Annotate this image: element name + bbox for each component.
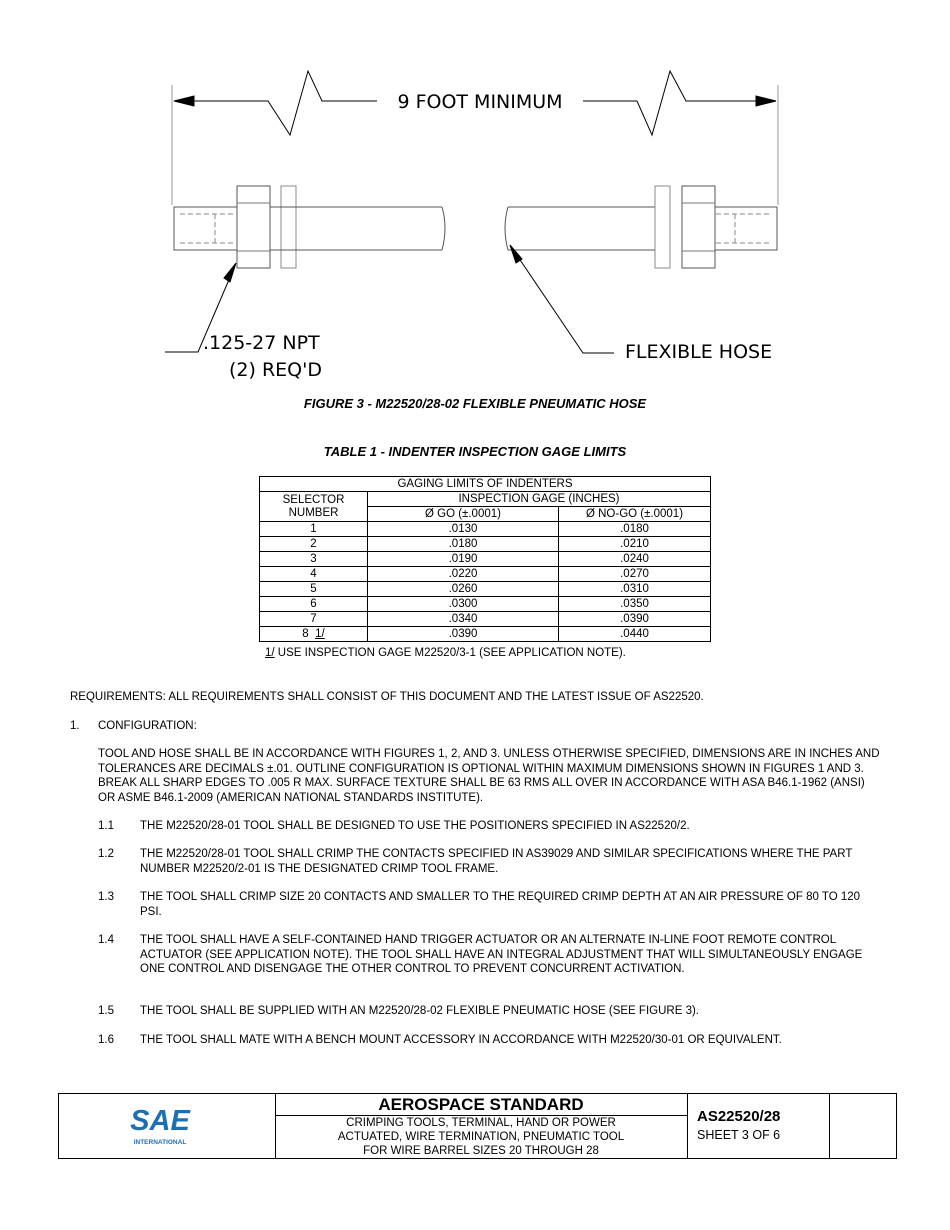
selector-header: SELECTOR NUMBER: [260, 492, 368, 522]
standard-title: AEROSPACE STANDARD: [275, 1094, 687, 1116]
inspection-header: INSPECTION GAGE (INCHES): [368, 492, 711, 507]
table-row: 2 .0180 .0210: [260, 537, 711, 552]
item-number: 1.1: [98, 820, 114, 832]
standard-subtitle: CRIMPING TOOLS, TERMINAL, HAND OR POWER ACTUATED, WIRE TERMINATION, PNEUMATIC TOOL FOR WIRE BARREL SIZES 20 THROUGH 28: [337, 1117, 625, 1157]
table-title: TABLE 1 - INDENTER INSPECTION GAGE LIMITS: [323, 444, 627, 459]
blank-cell: [829, 1094, 896, 1158]
figure-caption: FIGURE 3 - M22520/28-02 FLEXIBLE PNEUMATIC HOSE: [303, 396, 647, 411]
sheet-number: SHEET 3 OF 6: [697, 1128, 781, 1142]
item-text: THE TOOL SHALL HAVE A SELF-CONTAINED HAND TRIGGER ACTUATOR OR AN ALTERNATE IN-LINE FOOT REMOTE CONTROL ACTUATOR (SEE APPLICATION NOTE). THE TOOL SHALL HAVE AN INTEGRAL ADJUSTMENT THAT WILL SIMULTANEOUSLY ENGAGE ONE CONTROL AND DISENGAGE THE OTHER CONTROL TO PREVENT CONCURRENT ACTIVATION.: [140, 934, 863, 975]
table-row: 7 .0340 .0390: [260, 612, 711, 627]
item-number: 1.4: [98, 934, 114, 946]
document-number: AS22520/28: [697, 1108, 781, 1125]
sae-logo: [59, 1094, 275, 1158]
item-text: THE TOOL SHALL BE SUPPLIED WITH AN M22520/28-02 FLEXIBLE PNEUMATIC HOSE (SEE FIGURE 3).: [140, 1005, 699, 1017]
doc-cell: [687, 1094, 830, 1158]
item-text: THE M22520/28-01 TOOL SHALL BE DESIGNED TO USE THE POSITIONERS SPECIFIED IN AS22520/2.: [140, 820, 690, 832]
table-row: 8 1/ .0390 .0440: [260, 627, 711, 642]
svg-text:INTERNATIONAL: INTERNATIONAL: [133, 1139, 187, 1146]
title-cell: [275, 1094, 688, 1158]
table-row: 5 .0260 .0310: [260, 582, 711, 597]
configuration-paragraph: TOOL AND HOSE SHALL BE IN ACCORDANCE WITH FIGURES 1, 2, AND 3. UNLESS OTHERWISE SPECIFIED, DIMENSIONS ARE IN INCHES AND TOLERANCES ARE DECIMALS ±.01. OUTLINE CONFIGURATION IS OPTIONAL WITHIN MAXIMUM DIMENSIONS SHOWN IN FIGURES 1 AND 3. BREAK ALL SHARP EDGES TO .005 R MAX. SURFACE TEXTURE SHALL BE 63 RMS ALL OVER IN ACCORDANCE WITH ASA B46.1-1962 (ANSI) OR ASME B46.1-2009 (AMERICAN NATIONAL STANDARDS INSTITUTE).: [98, 748, 880, 804]
logo-cell: [59, 1094, 276, 1158]
thread-label-line1: .125-27 NPT: [203, 332, 320, 354]
item-text: THE TOOL SHALL CRIMP SIZE 20 CONTACTS AND SMALLER TO THE REQUIRED CRIMP DEPTH AT AN AIR PRESSURE OF 80 TO 120 PSI.: [140, 891, 861, 918]
table-row: 4 .0220 .0270: [260, 567, 711, 582]
nogo-header: Ø NO-GO (±.0001): [559, 507, 711, 522]
row8-note-ref: 1/: [315, 627, 325, 640]
item-number: 1.3: [98, 891, 114, 903]
item-text: THE M22520/28-01 TOOL SHALL CRIMP THE CONTACTS SPECIFIED IN AS39029 AND SIMILAR SPECIFICATIONS WHERE THE PART NUMBER M22520/2-01 IS THE DESIGNATED CRIMP TOOL FRAME.: [140, 848, 853, 875]
item-number: 1.2: [98, 848, 114, 860]
flexible-hose-figure: [0, 0, 950, 400]
table-row: 1 .0130 .0180: [260, 522, 711, 537]
gage-limits-table: [259, 476, 711, 642]
dimension-label: 9 FOOT MINIMUM: [397, 91, 563, 113]
item-text: THE TOOL SHALL MATE WITH A BENCH MOUNT ACCESSORY IN ACCORDANCE WITH M22520/30-01 OR EQUIVALENT.: [140, 1034, 782, 1046]
table-note: 1/ USE INSPECTION GAGE M22520/3-1 (SEE APPLICATION NOTE).: [265, 647, 626, 659]
go-header: Ø GO (±.0001): [368, 507, 559, 522]
item-number: 1.6: [98, 1034, 114, 1046]
section-title: CONFIGURATION:: [98, 720, 197, 732]
item-number: 1.5: [98, 1005, 114, 1017]
table-row: 6 .0300 .0350: [260, 597, 711, 612]
svg-text:SAE: SAE: [130, 1105, 190, 1137]
hose-label: FLEXIBLE HOSE: [625, 341, 773, 363]
requirements-text: REQUIREMENTS: ALL REQUIREMENTS SHALL CONSIST OF THIS DOCUMENT AND THE LATEST ISSUE OF AS22520.: [70, 691, 704, 703]
section-number: 1.: [70, 720, 80, 732]
thread-label-line2: (2) REQ'D: [229, 359, 322, 381]
table-header-top: GAGING LIMITS OF INDENTERS: [260, 477, 711, 492]
title-block: [58, 1093, 897, 1159]
table-row: 3 .0190 .0240: [260, 552, 711, 567]
